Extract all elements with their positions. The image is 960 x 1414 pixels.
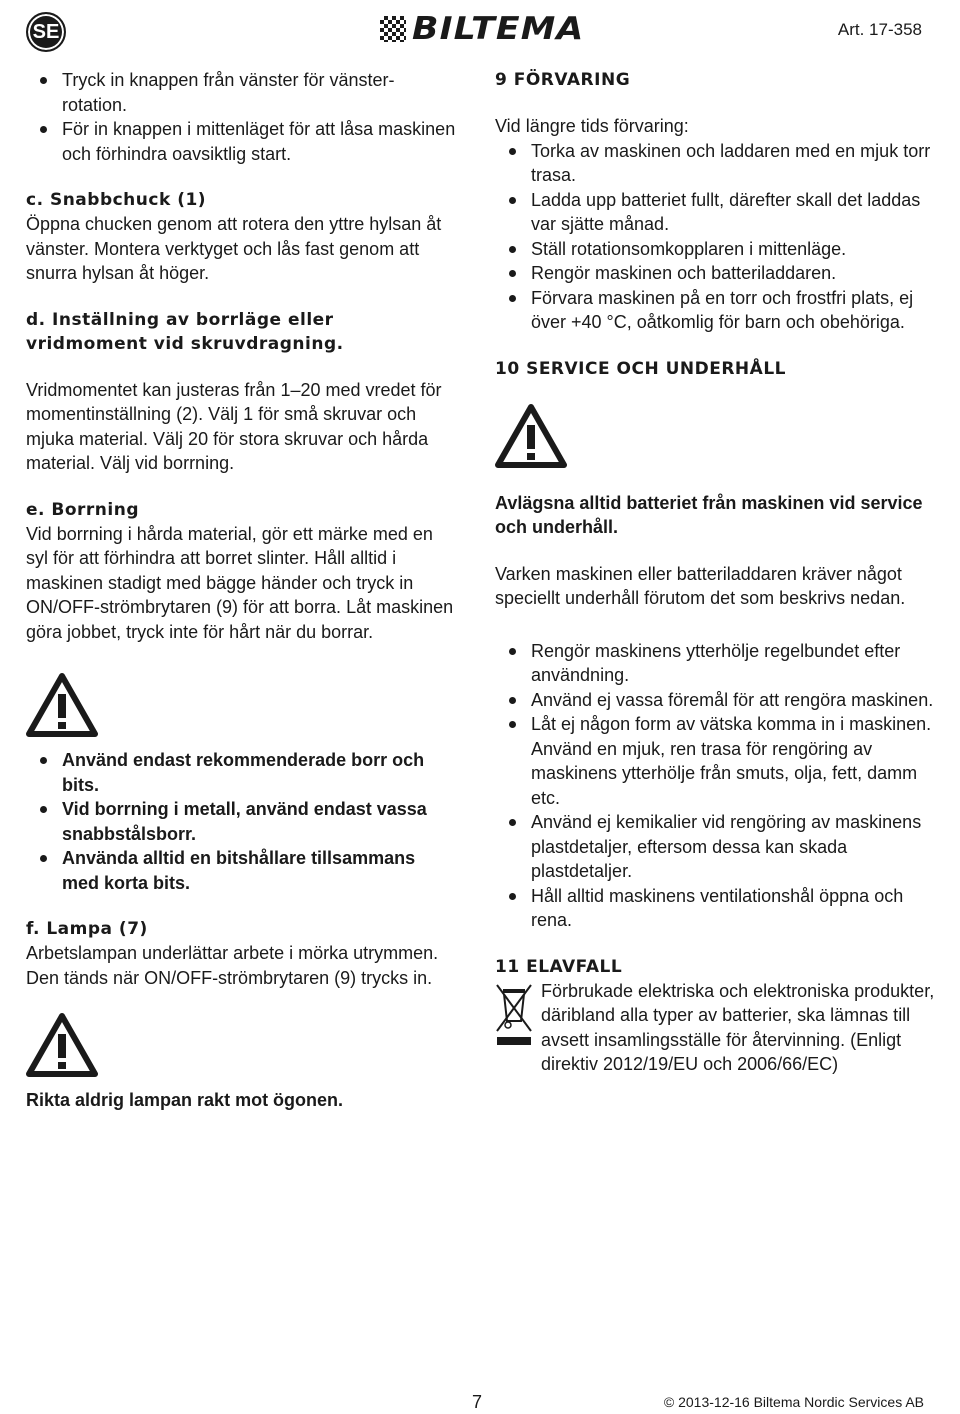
list-item: Ställ rotationsomkopplaren i mittenläge. xyxy=(495,237,935,262)
section-e-heading: e. Borrning xyxy=(26,499,140,520)
list-item: Håll alltid maskinens ventilationshål öppna och rena. xyxy=(495,884,935,933)
section-f-heading: f. Lampa (7) xyxy=(26,919,148,939)
section-11-text: Förbrukade elektriska och elektroniska produkter, däribland alla typer av batterier, ska lämnas till avsett insamlingsställe för återvinning. (Enligt direktiv 2012/19/EU och 2006/66/EC) xyxy=(541,980,935,1074)
warning-triangle-icon xyxy=(26,1012,98,1078)
section-e-text: Vid borrning i hårda material, gör ett märke med en syl för att förhindra att borret slinter. Håll alltid i maskinen stadigt med bägge händer och tryck in ON/OFF-strömbrytaren (9) för att borra. Låt maskinen göra jobbet, tryck inte för hårt när du borrar. xyxy=(26,523,454,642)
section-d-heading: d. Inställning av borrläge eller vridmoment vid skruvdragning. xyxy=(26,309,344,354)
crossed-out-bin-icon xyxy=(495,981,533,1047)
list-item: Använd ej vassa föremål för att rengöra maskinen. xyxy=(495,688,935,713)
brand-name: BILTEMA xyxy=(412,11,585,47)
list-item: Torka av maskinen och laddaren med en mjuk torr trasa. xyxy=(495,139,935,188)
list-item: Rengör maskinens ytterhölje regelbundet efter användning. xyxy=(495,639,935,688)
storage-bullet-list xyxy=(495,139,935,335)
section-11-heading: 11 ELAVFALL xyxy=(495,956,623,977)
intro-bullet-list xyxy=(26,68,456,166)
maintenance-bullet-list xyxy=(495,639,935,933)
list-item: Använd endast rekommenderade borr och bits. xyxy=(26,748,456,797)
list-item: För in knappen i mittenläget för att låsa maskinen och förhindra oavsiktlig start. xyxy=(26,117,456,166)
section-9-heading: 9 FÖRVARING xyxy=(495,70,631,90)
list-item: Förvara maskinen på en torr och frostfri plats, ej över +40 °C, oåtkomlig för barn och obehöriga. xyxy=(495,286,935,335)
section-c-text: Öppna chucken genom att rotera den yttre hylsan åt vänster. Montera verktyget och lås fast genom att snurra hylsan åt höger. xyxy=(26,214,442,283)
section-d-text: Vridmomentet kan justeras från 1–20 med vredet för momentinställning (2). Välj 1 för små skruvar och mjuka material. Välj 20 för stora skruvar och hårda material. Välj vid borrning. xyxy=(26,379,442,473)
page-number: 7 xyxy=(472,1392,483,1412)
copyright: © 2013-12-16 Biltema Nordic Services AB xyxy=(663,1394,924,1410)
list-item: Rengör maskinen och batteriladdaren. xyxy=(495,261,935,286)
list-item: Ladda upp batteriet fullt, därefter skall det laddas var sjätte månad. xyxy=(495,188,935,237)
article-number: Art. 17-358 xyxy=(837,20,922,39)
warning-triangle-icon xyxy=(495,403,567,469)
section-9-intro: Vid längre tids förvaring: xyxy=(495,116,689,136)
list-item: Använda alltid en bitshållare tillsammans med korta bits. xyxy=(26,846,456,895)
warning-triangle-icon xyxy=(26,672,98,738)
weee-notice xyxy=(495,979,935,1077)
language-badge: SE xyxy=(26,12,66,52)
lamp-warning-text: Rikta aldrig lampan rakt mot ögonen. xyxy=(26,1090,344,1110)
right-column xyxy=(495,68,935,1077)
checkered-flag-icon xyxy=(380,16,406,42)
list-item: Använd ej kemikalier vid rengöring av maskinens plastdetaljer, eftersom dessa kan skada plastdetaljer. xyxy=(495,810,935,884)
drilling-warning-list xyxy=(26,748,456,895)
section-10-heading: 10 SERVICE OCH UNDERHÅLL xyxy=(495,358,786,379)
list-item: Låt ej någon form av vätska komma in i maskinen. Använd en mjuk, ren trasa för rengöring av maskinens ytterhölje från smuts, olja, fett, damm etc. xyxy=(495,712,935,810)
page-header xyxy=(0,0,960,60)
section-10-warning: Avlägsna alltid batteriet från maskinen vid service och underhåll. xyxy=(495,492,923,537)
section-10-text: Varken maskinen eller batteriladdaren kräver något speciellt underhåll förutom det som beskrivs nedan. xyxy=(495,563,906,608)
left-column xyxy=(26,68,456,1113)
biltema-logo xyxy=(380,11,585,47)
list-item: Tryck in knappen från vänster för vänster-rotation. xyxy=(26,68,456,117)
list-item: Vid borrning i metall, använd endast vassa snabbstålsborr. xyxy=(26,797,456,846)
section-f-text: Arbetslampan underlättar arbete i mörka utrymmen. Den tänds när ON/OFF-strömbrytaren (9) trycks in. xyxy=(26,943,439,988)
section-c-heading: c. Snabbchuck (1) xyxy=(26,190,207,210)
